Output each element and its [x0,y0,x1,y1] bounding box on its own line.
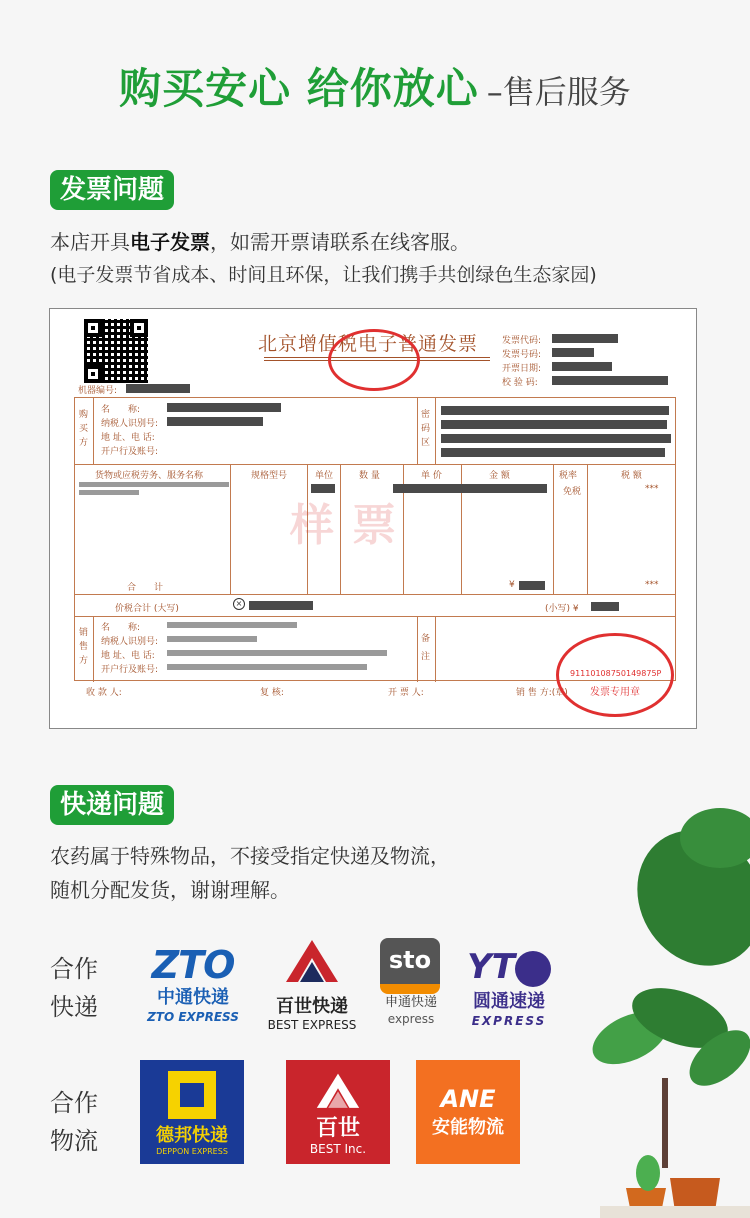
total-label: 价税合计 (大写) [115,604,179,614]
tax-stars-top: *** [645,484,659,494]
buyer-address-field: 地 址、电 话: [101,433,155,443]
qr-code-icon [84,319,148,383]
yto-icon: YT [462,944,556,990]
invoice-code-label: 发票代码: [502,336,542,346]
deppon-icon [168,1071,216,1119]
page-headline [0,56,750,116]
yto-name: 圆通速递 [473,991,545,1012]
check-code-label: 校 验 码: [502,378,538,388]
subtotal-yen: ¥ [509,580,515,590]
invoice-number-label: 发票号码: [502,350,542,360]
ane-name: 安能物流 [432,1117,504,1138]
invoice-title: 北京增值税电子普通发票 [258,333,479,355]
zto-logo: ZTO 中通快递 ZTO EXPRESS [138,944,248,1034]
deppon-name: 德邦快递 [156,1125,228,1146]
seller-seal-label: 销 售 方:(章) [516,688,568,698]
best-inc-en: BEST Inc. [309,1142,367,1156]
ane-icon: ANE [440,1085,496,1113]
zto-name: 中通快递 [157,987,229,1008]
reviewer-label: 复 核: [260,688,284,698]
tax-bureau-seal [328,329,420,391]
best-express-logo [262,938,362,1034]
express-label-line1: 合作 [50,955,98,983]
invoice-note-post: ，如需开票请联系在线客服。 [210,230,470,254]
col-price: 单 价 [421,471,442,481]
col-unit: 单位 [315,471,334,481]
express-label-line2: 快递 [50,993,98,1021]
yto-logo [462,944,556,1034]
best-inc-name: 百世 [315,1116,360,1141]
cipher-label: 密码区 [421,410,431,448]
buyer-taxid-field: 纳税人识别号: [101,419,159,429]
col-tax-rate: 税率 [559,471,578,481]
col-qty: 数 量 [359,471,380,481]
sto-logo [380,938,442,1034]
logistics-label-line2: 物流 [50,1127,98,1155]
yto-en: EXPRESS [471,1014,547,1028]
invoice-note-line1 [50,226,470,255]
invoice-grid: 购买方 名 称: 纳税人识别号: 地 址、电 话: 开户行及账号: 密码区 货物或应税劳务、服务名称 规格型号 单位 数 量 单 价 金 额 税率 税 额 免税 *** 合 计 ¥ *** 价税合计 (大写) × (小写) ¥ 销售方 名 称: 纳税人识别号: 地 址、电 话: 开户行及账号: 备注 [74,397,676,681]
logistics-label [50,1084,98,1160]
best-express-en: BEST EXPRESS [267,1018,357,1032]
sto-icon: sto [380,938,440,994]
invoice-note-pre: 本店开具 [50,230,130,254]
sto-name: 申通快递 [384,995,437,1010]
express-label [50,950,98,1026]
payee-label: 收 款 人: [86,688,122,698]
seal-id: 91110108750149875P [570,669,662,678]
best-inc-logo [286,1060,390,1164]
headline-sub: –售后服务 [486,73,631,111]
remark-label: 备注 [421,634,431,662]
buyer-bank-field: 开户行及账号: [101,447,159,457]
subtotal-label: 合 计 [127,583,164,593]
seller-label: 销售方 [79,628,89,666]
seller-bank-field: 开户行及账号: [101,665,159,675]
ane-logo [416,1060,520,1164]
deppon-logo [140,1060,244,1164]
plant-decoration-icon [570,778,750,1218]
seller-name-field: 名 称: [101,623,141,633]
headline-main: 购买安心 给你放心 [119,64,479,113]
buyer-label: 购买方 [79,410,89,448]
issuer-label: 开 票 人: [388,688,424,698]
seller-address-field: 地 址、电 话: [101,651,155,661]
best-express-icon [282,938,342,992]
col-spec: 规格型号 [251,471,288,481]
col-goods: 货物或应税劳务、服务名称 [95,471,204,481]
invoice-sample-image [49,308,697,729]
buyer-name-field: 名 称: [101,405,141,415]
invoice-note-line2: (电子发票节省成本、时间且环保，让我们携手共创绿色生态家园) [50,264,597,286]
invoice-note-bold: 电子发票 [130,230,210,254]
zto-en: ZTO EXPRESS [147,1010,239,1024]
sto-en: express [387,1012,435,1026]
best-inc-icon [313,1072,363,1116]
shipping-note-line2: 随机分配发货，谢谢理解。 [50,878,290,902]
seal-label: 发票专用章 [590,687,640,698]
tax-stars-bottom: *** [645,580,659,590]
shipping-note-line1: 农药属于特殊物品，不接受指定快递及物流， [50,844,450,868]
total-small-label: (小写) ¥ [545,604,579,614]
tax-rate-value: 免税 [563,487,582,497]
logistics-label-line1: 合作 [50,1089,98,1117]
col-tax: 税 额 [621,471,642,481]
sample-watermark: 样票 [290,500,414,551]
shipping-section-tag: 快递问题 [50,785,174,825]
invoice-section-tag: 发票问题 [50,170,174,210]
best-express-name: 百世快递 [276,996,348,1017]
invoice-date-label: 开票日期: [502,364,542,374]
col-amount: 金 额 [489,471,510,481]
machine-no-label: 机器编号: [78,386,118,396]
deppon-en: DEPPON EXPRESS [156,1147,228,1156]
seller-taxid-field: 纳税人识别号: [101,637,159,647]
